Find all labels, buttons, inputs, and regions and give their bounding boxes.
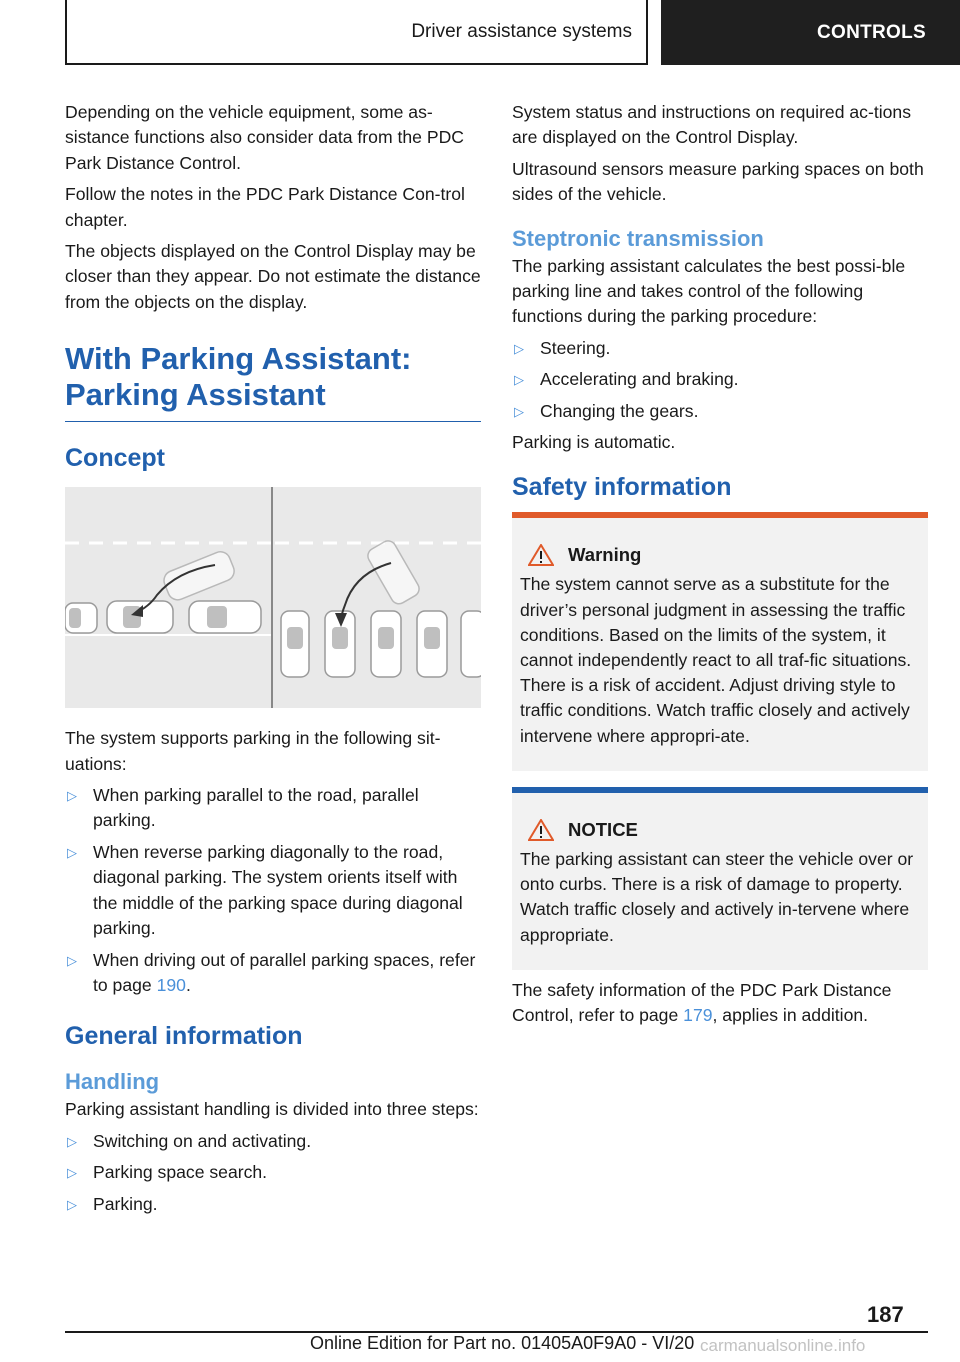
list-item: ▷ Changing the gears. (512, 399, 928, 424)
triangle-bullet-icon: ▷ (67, 952, 77, 968)
list-item: ▷ Parking space search. (65, 1160, 481, 1185)
notice-text: The parking assistant can steer the vehicle over or onto curbs. There is a risk of damage to property. Watch traffic closely and actively in-tervene where appropriate. (520, 848, 914, 945)
header-section-title: Driver assistance systems (411, 20, 632, 42)
watermark: carmanualsonline.info (700, 1336, 866, 1355)
right-column (512, 100, 928, 1035)
left-column (65, 100, 481, 1223)
page-number: 187 (867, 1302, 904, 1327)
parking-illustration (65, 487, 481, 708)
list-item: ▷ Switching on and activating. (65, 1129, 481, 1154)
intro-paragraph: Follow the notes in the PDC Park Distance Con-trol chapter. (65, 184, 465, 230)
intro-paragraph: Depending on the vehicle equipment, some as-sistance functions also consider data from the PDC Park Distance Control. (65, 102, 464, 173)
general-information-heading: General information (65, 1022, 303, 1051)
safety-information-heading: Safety information (512, 473, 732, 502)
steptronic-text: The parking assistant calculates the best possi-ble parking line and takes control of the following functions during the parking procedure: (512, 255, 906, 327)
list-item: ▷ Accelerating and braking. (512, 367, 928, 392)
handling-text: Parking assistant handling is divided into three steps: (65, 1099, 479, 1120)
header-chapter-tab (661, 0, 960, 65)
header-section-tab (65, 0, 648, 65)
notice-box (512, 787, 928, 970)
automatic-text: Parking is automatic. (512, 432, 676, 453)
intro-paragraph: System status and instructions on required ac-tions are displayed on the Control Display. (512, 102, 911, 148)
triangle-bullet-icon: ▷ (514, 403, 524, 419)
main-title: With Parking Assistant: Parking Assistant (65, 341, 481, 422)
page-link-190[interactable]: 190 (156, 974, 186, 995)
triangle-bullet-icon: ▷ (67, 788, 77, 804)
triangle-bullet-icon: ▷ (67, 844, 77, 860)
warning-title: Warning (568, 544, 642, 566)
warning-box (512, 512, 928, 770)
triangle-bullet-icon: ▷ (514, 372, 524, 388)
intro-paragraph: Ultrasound sensors measure parking spaces on both sides of the vehicle. (512, 158, 924, 205)
triangle-bullet-icon: ▷ (67, 1165, 77, 1181)
list-item: ▷ Parking. (65, 1192, 481, 1217)
intro-paragraph: The objects displayed on the Control Display may be closer than they appear. Do not estimate the distance from the objects on the display. (65, 241, 481, 312)
triangle-bullet-icon: ▷ (67, 1133, 77, 1149)
concept-text: The system supports parking in the following sit-uations: (65, 728, 441, 774)
triangle-bullet-icon: ▷ (67, 1196, 77, 1212)
list-item: ▷ When parking parallel to the road, parallel parking. (65, 783, 481, 834)
steptronic-heading: Steptronic transmission (512, 225, 764, 251)
page-link-179[interactable]: 179 (683, 1005, 713, 1026)
footer-edition: Online Edition for Part no. 01405A0F9A0 - VI/20 (310, 1333, 695, 1353)
list-item: ▷ When reverse parking diagonally to the road, diagonal parking. The system orients itself with the middle of the parking space during diagonal parking. (65, 840, 481, 942)
concept-heading: Concept (65, 444, 165, 473)
list-item: ▷ Steering. (512, 336, 928, 361)
handling-heading: Handling (65, 1069, 160, 1095)
final-paragraph: The safety information of the PDC Park Distance Control, refer to page 179, applies in addition. (512, 979, 892, 1026)
steptronic-list (512, 336, 928, 424)
notice-triangle-icon (528, 819, 554, 841)
triangle-bullet-icon: ▷ (514, 340, 524, 356)
notice-title: NOTICE (568, 818, 638, 840)
concept-list (65, 783, 481, 998)
header-chapter-title: CONTROLS (816, 21, 926, 43)
list-item: ▷ When driving out of parallel parking spaces, refer to page 190. (65, 948, 481, 999)
warning-triangle-icon (528, 544, 554, 566)
handling-list (65, 1129, 481, 1217)
warning-text: The system cannot serve as a substitute for the driver’s personal judgment in assessing the traffic conditions. Based on the limits of the system, it cannot independently react to all traf-fic situations. There is a risk of accident. Adjust driving style to traffic conditions. Watch traffic closely and actively intervene where appropri-ate. (520, 574, 912, 746)
parking-diagram-icon (65, 487, 481, 708)
